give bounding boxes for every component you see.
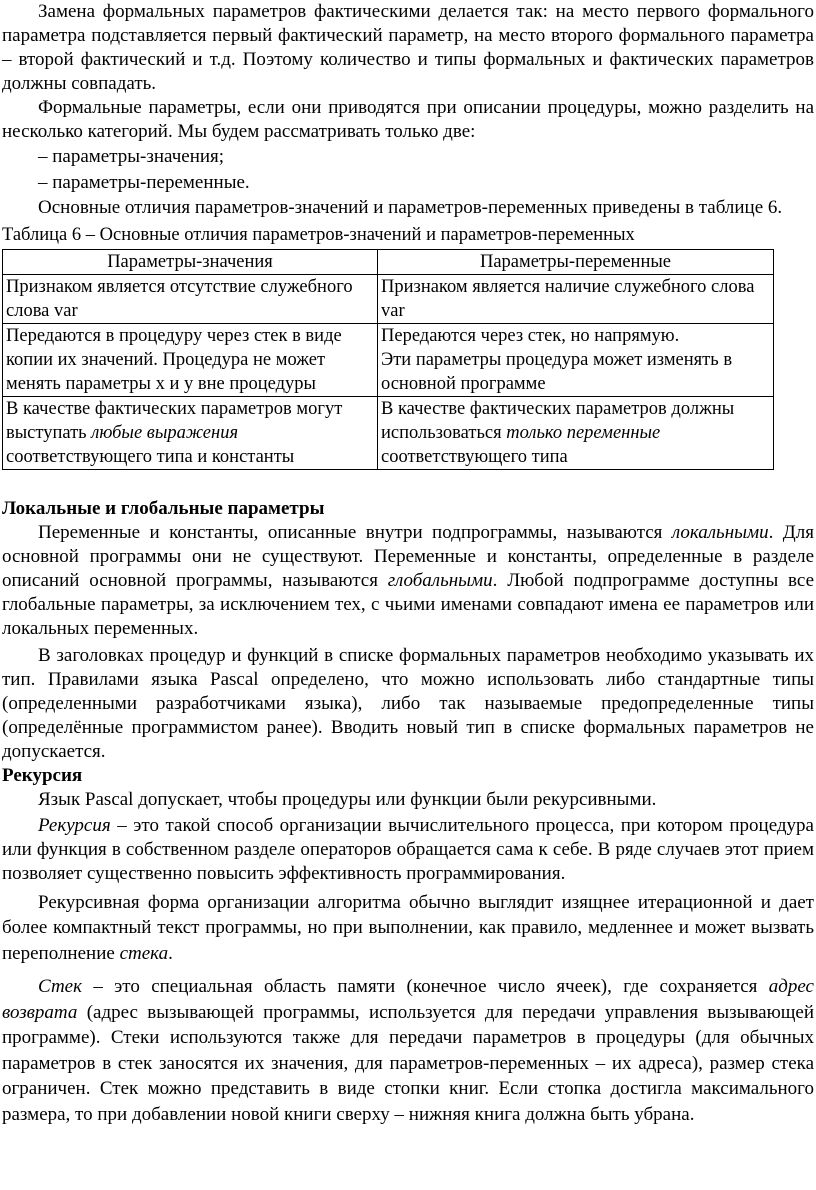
paragraph-formal-param-types: В заголовках процедур и функций в списке формальных параметров необходимо указывать их тип. Правилами языка Pascal определено, что можно использовать либо стандартные типы (определенными разработчиками языка), либо так называемые предопределенные типы (определённые программистом ранее). Вводить новый тип в списке формальных параметров не допускается. bbox=[2, 644, 814, 762]
emphasis-stack: стека bbox=[119, 942, 169, 964]
table-cell-emphasis: только переменные bbox=[506, 422, 661, 443]
paragraph-recursive-form bbox=[2, 890, 814, 967]
text-run: – это такой способ организации вычислительного процесса, при котором процедура или функция в собственном разделе операторов обращается сама к себе. В ряде случаев этот прием позволяет существенно повысить эффективность программирования. bbox=[2, 814, 814, 884]
paragraph-recursion-definition bbox=[2, 814, 814, 886]
table-cell-text: В качестве фактических параметров могут выступать bbox=[6, 398, 343, 443]
table-cell bbox=[378, 396, 774, 469]
text-run: Рекурсивная форма организации алгоритма обычно выглядит изящнее итерационной и дает более компактный текст программы, но при выполнении, как правило, медленнее и может вызвать переполнение bbox=[2, 891, 814, 964]
table-header-value-params: Параметры-значения bbox=[3, 249, 378, 274]
paragraph-table-reference: Основные отличия параметров-значений и параметров-переменных приведены в таблице 6. bbox=[38, 197, 783, 218]
text-run: . Для основной программы они не существуют. Переменные и константы, определенные в разделе описаний основной программы, называются bbox=[2, 521, 814, 591]
table-cell bbox=[378, 323, 774, 396]
list-item-value-params: – параметры-значения; bbox=[38, 146, 225, 167]
emphasis-recursion: Рекурсия bbox=[38, 814, 111, 836]
table-cell-text: В качестве фактических параметров должны использоваться bbox=[381, 398, 735, 443]
text-run: . Любой подпрограмме доступны все глобальные параметры, за исключением тех, с чьими именами совпадают имена ее параметров или локальных переменных. bbox=[2, 569, 814, 639]
table-row bbox=[3, 274, 774, 323]
table-cell-line: Передаются через стек, но напрямую. bbox=[381, 325, 680, 346]
comparison-table bbox=[2, 249, 774, 470]
table-cell: Признаком является наличие служебного слова var bbox=[378, 274, 774, 323]
section-heading-recursion: Рекурсия bbox=[2, 764, 83, 786]
text-run: Переменные и константы, описанные внутри подпрограммы, называются bbox=[38, 521, 672, 543]
paragraph-stack-definition bbox=[2, 974, 814, 1127]
text-run: (адрес вызывающей программы, используется для передачи управления вызывающей программе). Стеки используются также для передачи параметров в процедуры (для обычных параметров в стек заносятся их значения, для параметров-переменных – их адреса), размер стека ограничен. Стек можно представить в виде стопки книг. Если стопка достигла максимального размера, то при добавлении новой книги сверху – нижняя книга должна быть убрана. bbox=[2, 1001, 814, 1125]
paragraph-parameter-categories: Формальные параметры, если они приводятся при описании процедуры, можно разделить на несколько категорий. Мы будем рассматривать только две: bbox=[2, 97, 814, 142]
table-header-variable-params: Параметры-переменные bbox=[378, 249, 774, 274]
table-row bbox=[3, 396, 774, 469]
emphasis-global: глобальными bbox=[387, 569, 493, 591]
text-run: – это специальная область памяти (конечное число ячеек), где сохраняется bbox=[81, 976, 769, 997]
table-cell: Передаются в процедуру через стек в виде копии их значений. Процедура не может менять параметры x и y вне процедуры bbox=[3, 323, 378, 396]
paragraph-pascal-recursion: Язык Pascal допускает, чтобы процедуры или функции были рекурсивными. bbox=[38, 788, 657, 810]
table-caption: Таблица 6 – Основные отличия параметров-значений и параметров-переменных bbox=[2, 224, 635, 245]
paragraph-local-global bbox=[2, 521, 814, 641]
emphasis-local: локальными bbox=[671, 521, 769, 543]
text-run: . bbox=[168, 942, 173, 964]
table-row bbox=[3, 323, 774, 396]
table-cell-line: Эти параметры процедура может изменять в основной программе bbox=[381, 349, 733, 394]
list-item-variable-params: – параметры-переменные. bbox=[38, 171, 250, 193]
table-header-row bbox=[3, 249, 774, 274]
emphasis-stack-term: Стек bbox=[38, 976, 82, 997]
section-heading-local-global: Локальные и глобальные параметры bbox=[2, 497, 325, 519]
table-cell: Признаком является отсутствие служебного слова var bbox=[3, 274, 378, 323]
table-cell-emphasis: любые выражения bbox=[91, 422, 239, 443]
table-cell-text: соответствующего типа bbox=[381, 446, 568, 467]
table-cell-text: соответствующего типа и константы bbox=[6, 446, 295, 467]
emphasis-return-address: адрес возврата bbox=[2, 976, 814, 1023]
table-cell bbox=[3, 396, 378, 469]
paragraph-parameter-substitution: Замена формальных параметров фактическими делается так: на место первого формального параметра подставляется первый фактический параметр, на место второго формального параметра – второй фактический и т.д. Поэтому количество и типы формальных и фактических параметров должны совпадать. bbox=[2, 1, 814, 94]
